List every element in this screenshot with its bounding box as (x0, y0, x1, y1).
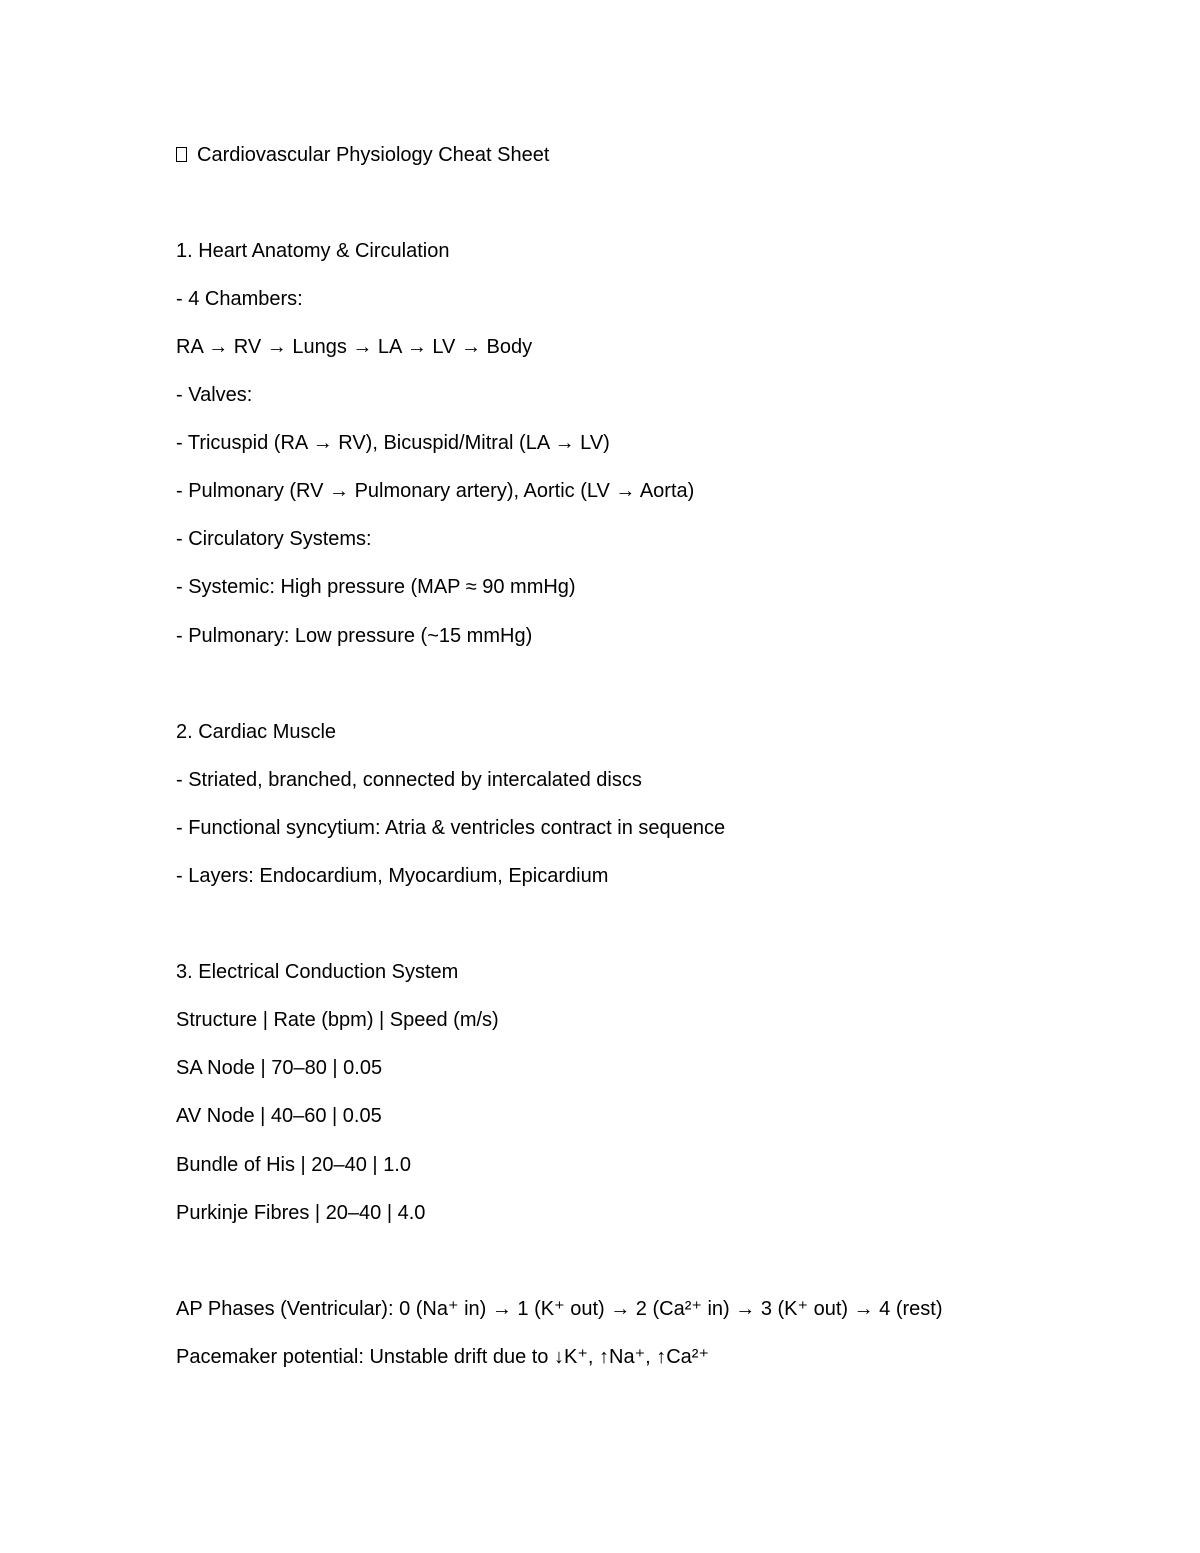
table-row: SA Node | 70–80 | 0.05 (176, 1057, 383, 1079)
pacemaker-potential-note: Pacemaker potential: Unstable drift due to ↓K⁺, ↑Na⁺, ↑Ca²⁺ (176, 1346, 710, 1368)
text-line: - Pulmonary: Low pressure (~15 mmHg) (176, 625, 533, 647)
table-row: Bundle of His | 20–40 | 1.0 (176, 1154, 411, 1176)
text-line: - Valves: (176, 384, 253, 406)
text-line: - Tricuspid (RA → RV), Bicuspid/Mitral (LA → LV) (176, 432, 610, 454)
section-heading-electrical-conduction: 3. Electrical Conduction System (176, 961, 459, 983)
text-line: - Striated, branched, connected by intercalated discs (176, 769, 642, 791)
text-line: - Layers: Endocardium, Myocardium, Epicardium (176, 865, 609, 887)
text-line: - Pulmonary (RV → Pulmonary artery), Aortic (LV → Aorta) (176, 480, 695, 502)
text-line: - Systemic: High pressure (MAP ≈ 90 mmHg) (176, 576, 576, 598)
text-line: - Circulatory Systems: (176, 528, 372, 550)
table-row: AV Node | 40–60 | 0.05 (176, 1105, 382, 1127)
ap-phases-note: AP Phases (Ventricular): 0 (Na⁺ in) → 1 (K⁺ out) → 2 (Ca²⁺ in) → 3 (K⁺ out) → 4 (rest) (176, 1298, 943, 1320)
page-title (176, 143, 549, 167)
text-line: RA → RV → Lungs → LA → LV → Body (176, 336, 533, 358)
text-line: - 4 Chambers: (176, 288, 303, 310)
section-heading-cardiac-muscle: 2. Cardiac Muscle (176, 721, 337, 743)
table-row: Purkinje Fibres | 20–40 | 4.0 (176, 1202, 426, 1224)
page-title-text: Cardiovascular Physiology Cheat Sheet (197, 144, 550, 166)
section-heading-heart-anatomy: 1. Heart Anatomy & Circulation (176, 240, 450, 262)
missing-glyph-icon (176, 147, 187, 162)
text-line: - Functional syncytium: Atria & ventricles contract in sequence (176, 817, 726, 839)
table-header-row: Structure | Rate (bpm) | Speed (m/s) (176, 1009, 499, 1031)
